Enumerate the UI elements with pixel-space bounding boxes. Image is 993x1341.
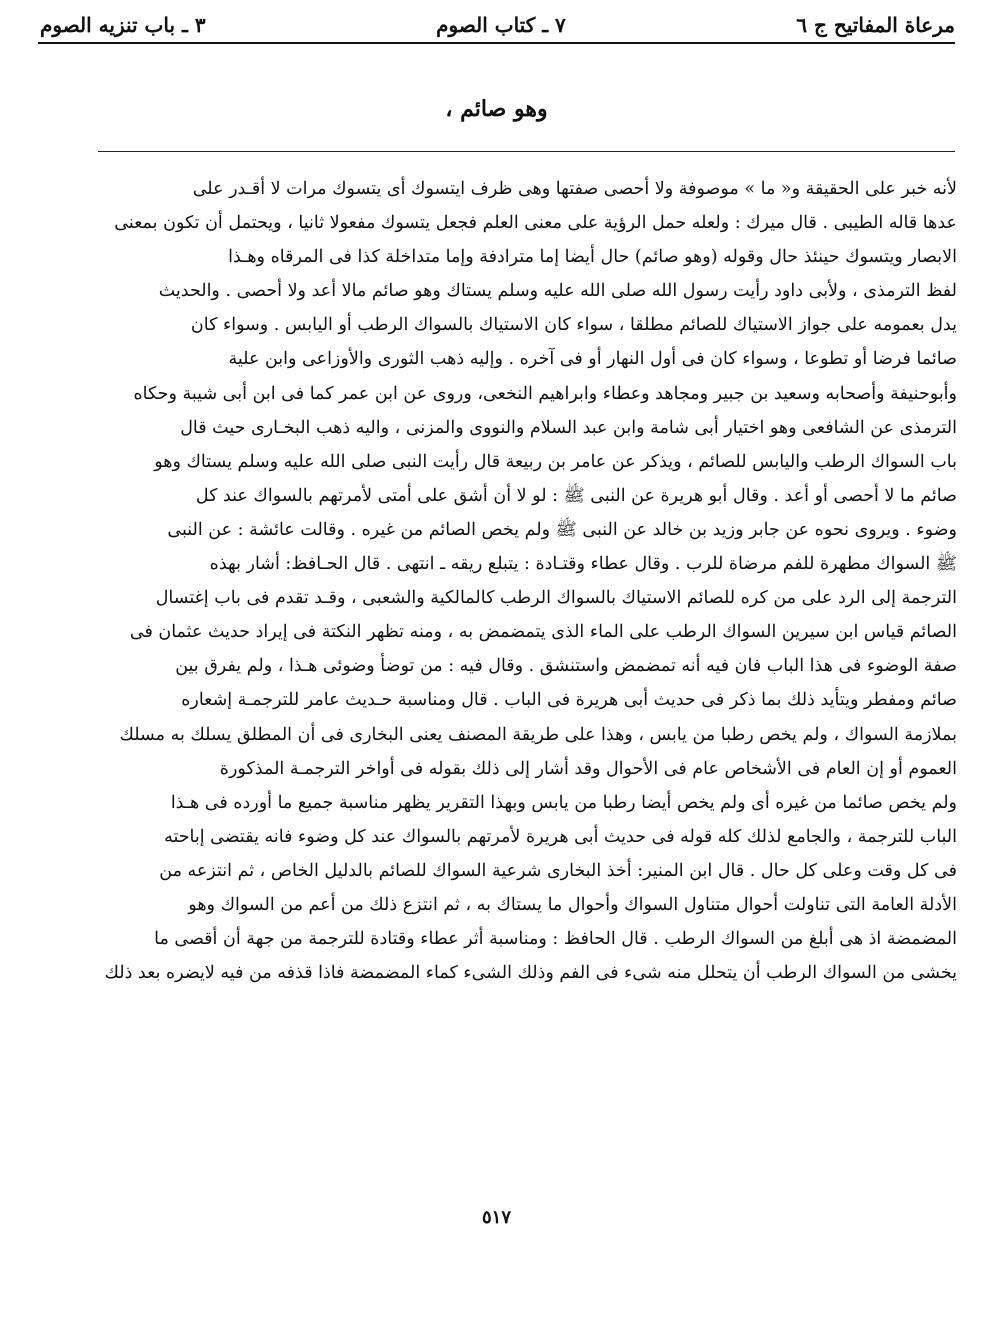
page-number: ٥١٧ xyxy=(481,1207,511,1228)
commentary-line: لفظ الترمذى ، ولأبى داود رأيت رسول الله صلى الله عليه وسلم يستاك وهو صائم مالا أعد ولا أحصى . والحديث xyxy=(158,281,957,302)
commentary-line: ﷺ السواك مطهرة للفم مرضاة للرب . وقال عطاء وقتـادة : يتبلع ريقه ـ انتهى . قال الحـافظ: أشار بهذه xyxy=(209,554,957,575)
running-header xyxy=(40,10,955,40)
commentary-line: صائما فرضا أو تطوعا ، وسواء كان فى أول النهار أو فى آخره . وإليه ذهب الثورى والأوزاعى وابن علية xyxy=(228,349,957,370)
commentary-line: الباب للترجمة ، والجامع لذلك كله قوله فى حديث أبى هريرة لأمرتهم بالسواك عند كل وضوء فانه يقتضى إباحته xyxy=(164,826,957,847)
hadith-text: وهو صائم ، xyxy=(445,96,548,122)
header-section: ٣ ـ باب تنزيه الصوم xyxy=(40,13,206,37)
commentary-line: العموم أو إن العام فى الأشخاص عام فى الأحوال وقد أشار إلى ذلك بقوله فى أواخر الترجمـة المذكورة xyxy=(219,758,957,779)
commentary-body xyxy=(96,172,957,990)
commentary-line: الأدلة العامة التى تناولت أحوال متناول السواك وأحوال ما يستاك به ، ثم انتزع ذلك من أعم من السواك وهو xyxy=(188,894,957,915)
commentary-line: لأنه خبر على الحقيقة و« ما » موصوفة ولا أحصى صفتها وهى ظرف ايتسوك أى يتسوك مرات لا أقـدر على xyxy=(192,179,957,199)
commentary-line: صائم ما لا أحصى أو أعد . وقال أبو هريرة عن النبى ﷺ : لو لا أن أشق على أمتى لأمرتهم بالسواك عند كل xyxy=(195,485,957,506)
commentary-line: صفة الوضوء فى هذا الباب فان فيه أنه تمضمض واستنشق . وقال فيه : من توضأ وضوئى هـذا ، ولم يفرق بين xyxy=(175,656,957,677)
commentary-line: فى كل وقت وعلى كل حال . قال ابن المنير: أخذ البخارى شرعية السواك للصائم بالدليل الخاص ، ثم انتزعه من xyxy=(159,860,957,881)
commentary-line: وضوء . ويروى نحوه عن جابر وزيد بن خالد عن النبى ﷺ ولم يخص الصائم من غيره . وقالت عائشة : عن النبى xyxy=(167,519,957,540)
commentary-divider xyxy=(98,151,955,152)
commentary-line: المضمضة اذ هى أبلغ من السواك الرطب . قال الحافظ : ومناسبة أثر عطاء وقتادة للترجمة من جهة أن أقصى ما xyxy=(154,929,957,950)
header-book-title: مرعاة المفاتيح ج ٦ xyxy=(796,13,955,37)
commentary-line: بملازمة السواك ، ولم يخص رطبا من يابس ، وهذا على طريقة المصنف يعنى البخارى فى أن المطلق يسلك به مسلك xyxy=(119,724,957,745)
commentary-line: يدل بعمومه على جواز الاستياك للصائم مطلقا ، سواء كان الاستياك بالسواك الرطب أو اليابس . وسواء كان xyxy=(190,315,957,336)
commentary-line: صائم ومفطر ويتأيد ذلك بما ذكر فى حديث أبى هريرة فى الباب . قال ومناسبة حـديث عامر للترجمـة إشعاره xyxy=(181,690,957,711)
header-chapter: ٧ ـ كتاب الصوم xyxy=(436,13,566,37)
commentary-line: الابصار ويتسوك حينئذ حال وقوله (وهو صائم) حال أيضا إما مترادفة وإما متداخلة كذا فى المرقاه وهـذا xyxy=(228,247,957,268)
commentary-line: الترجمة إلى الرد على من كره للصائم الاستياك بالسواك الرطب كالمالكية والشعبى ، وقـد تقدم فى باب إغتسال xyxy=(155,588,957,609)
commentary-line: عدها قاله الطيبى . قال ميرك : ولعله حمل الرؤية على معنى العلم فجعل يتسوك مفعولا ثانيا ، ويحتمل أن تكون بمعنى xyxy=(114,213,957,234)
commentary-line: الصائم قياس ابن سيرين السواك الرطب على الماء الذى يتمضمض به ، ومنه تظهر النكتة فى إيراد حديث عثمان فى xyxy=(129,622,957,643)
commentary-line: الترمذى عن الشافعى وهو اختيار أبى شامة وابن عبد السلام والنووى والمزنى ، واليه ذهب البخـارى حيث قال xyxy=(180,417,957,438)
commentary-line: وأبوحنيفة وأصحابه وسعيد بن جبير ومجاهد وعطاء وابراهيم النخعى، وروى عن ابن عمر كما فى ابن أبى شيبة وحكاه xyxy=(133,383,957,404)
commentary-line: يخشى من السواك الرطب أن يتحلل منه شىء فى الفم وذلك الشىء كماء المضمضة فاذا قذفه من فيه لايضره بعد ذلك xyxy=(104,963,957,984)
header-divider xyxy=(38,42,955,44)
commentary-line: باب السواك الرطب واليابس للصائم ، ويذكر عن عامر بن ربيعة قال رأيت النبى صلى الله عليه وسلم يستاك وهو xyxy=(154,451,957,472)
commentary-line: ولم يخص صائما من غيره أى ولم يخص أيضا رطبا من يابس وبهذا التقرير يظهر مناسبة جميع ما أورده فى هـذا xyxy=(170,792,957,813)
